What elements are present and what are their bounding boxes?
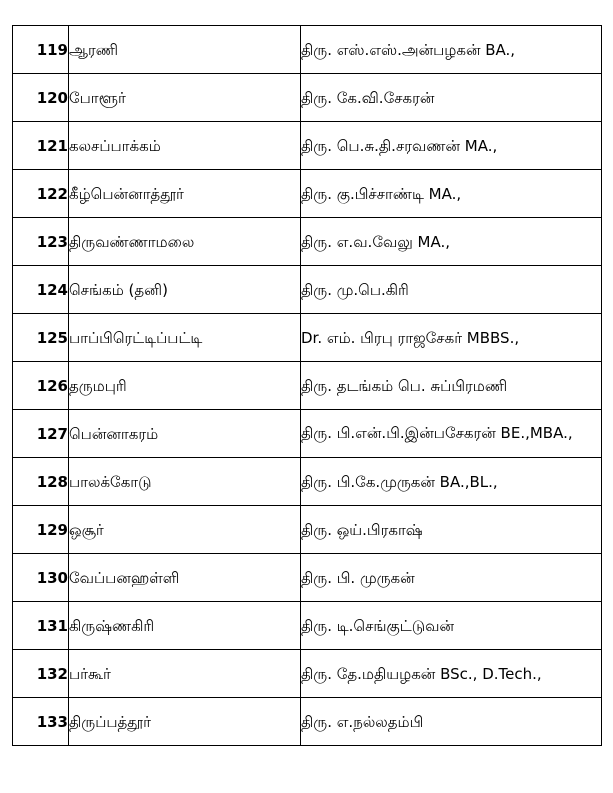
table-row — [13, 314, 602, 362]
table-row — [13, 122, 602, 170]
constituency-number: 131 — [13, 602, 69, 650]
constituency-number: 122 — [13, 170, 69, 218]
constituency-name: ஒசூர் — [69, 506, 301, 554]
table-row — [13, 266, 602, 314]
candidate-name: திரு. பி. முருகன் — [301, 554, 602, 602]
candidate-name: திரு. எ.வ.வேலு MA., — [301, 218, 602, 266]
constituency-number: 125 — [13, 314, 69, 362]
constituency-name: பாலக்கோடு — [69, 458, 301, 506]
candidate-name: திரு. ஒய்.பிரகாஷ் — [301, 506, 602, 554]
constituency-number: 127 — [13, 410, 69, 458]
constituency-name: போளூர் — [69, 74, 301, 122]
candidate-name: திரு. எ.நல்லதம்பி — [301, 698, 602, 746]
candidate-name: திரு. கே.வி.சேகரன் — [301, 74, 602, 122]
candidate-name: திரு. பி.என்.பி.இன்பசேகரன் BE.,MBA., — [301, 410, 602, 458]
table-row — [13, 410, 602, 458]
constituency-name: வேப்பனஹள்ளி — [69, 554, 301, 602]
table-row — [13, 458, 602, 506]
constituency-number: 130 — [13, 554, 69, 602]
candidate-name: திரு. எஸ்.எஸ்.அன்பழகன் BA., — [301, 26, 602, 74]
table-row — [13, 362, 602, 410]
table-row — [13, 170, 602, 218]
table-row — [13, 506, 602, 554]
table-row — [13, 698, 602, 746]
constituency-name: கலசப்பாக்கம் — [69, 122, 301, 170]
constituency-number: 121 — [13, 122, 69, 170]
constituency-number: 129 — [13, 506, 69, 554]
constituency-name: திருவண்ணாமலை — [69, 218, 301, 266]
candidate-table — [12, 25, 602, 746]
candidate-name: திரு. பி.கே.முருகன் BA.,BL., — [301, 458, 602, 506]
candidate-name: Dr. எம். பிரபு ராஜசேகர் MBBS., — [301, 314, 602, 362]
candidate-name: திரு. தே.மதியழகன் BSc., D.Tech., — [301, 650, 602, 698]
table-row — [13, 26, 602, 74]
constituency-name: செங்கம் (தனி) — [69, 266, 301, 314]
candidate-name: திரு. டி.செங்குட்டுவன் — [301, 602, 602, 650]
constituency-number: 123 — [13, 218, 69, 266]
constituency-number: 120 — [13, 74, 69, 122]
table-row — [13, 554, 602, 602]
constituency-name: திருப்பத்தூர் — [69, 698, 301, 746]
constituency-name: பென்னாகரம் — [69, 410, 301, 458]
table-row — [13, 650, 602, 698]
constituency-number: 133 — [13, 698, 69, 746]
constituency-number: 124 — [13, 266, 69, 314]
constituency-name: ஆரணி — [69, 26, 301, 74]
table-row — [13, 74, 602, 122]
constituency-number: 128 — [13, 458, 69, 506]
constituency-name: பாப்பிரெட்டிப்பட்டி — [69, 314, 301, 362]
constituency-name: கிருஷ்ணகிரி — [69, 602, 301, 650]
candidate-name: திரு. பெ.சு.தி.சரவணன் MA., — [301, 122, 602, 170]
constituency-name: தருமபுரி — [69, 362, 301, 410]
constituency-name: கீழ்பென்னாத்தூர் — [69, 170, 301, 218]
candidate-name: திரு. மு.பெ.கிரி — [301, 266, 602, 314]
constituency-name: பர்கூர் — [69, 650, 301, 698]
table-row — [13, 602, 602, 650]
constituency-number: 132 — [13, 650, 69, 698]
constituency-number: 119 — [13, 26, 69, 74]
candidate-name: திரு. கு.பிச்சாண்டி MA., — [301, 170, 602, 218]
table-row — [13, 218, 602, 266]
candidate-name: திரு. தடங்கம் பெ. சுப்பிரமணி — [301, 362, 602, 410]
constituency-number: 126 — [13, 362, 69, 410]
